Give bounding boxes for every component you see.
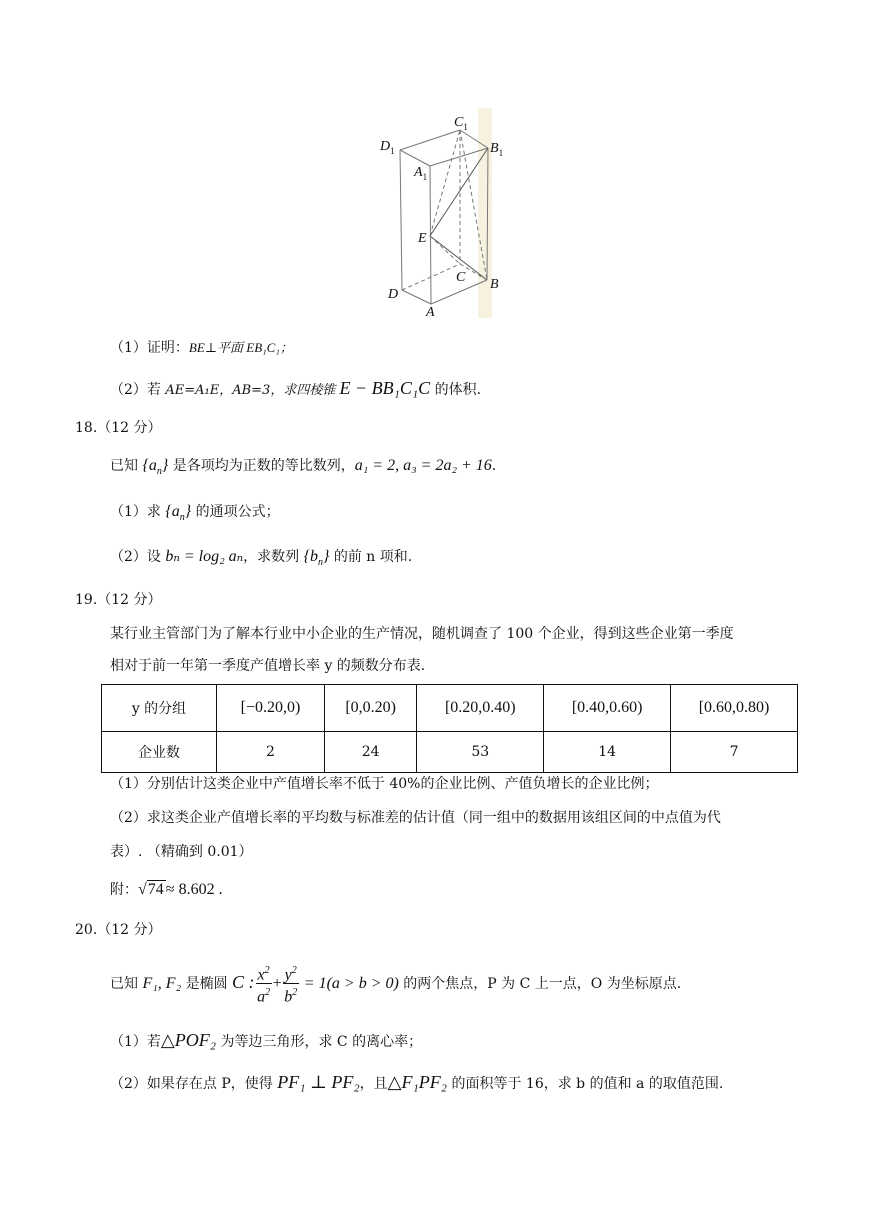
q19-stem-line1: 某行业主管部门为了解本行业中小企业的生产情况，随机调查了 100 个企业，得到这些企业第一季度: [110, 626, 734, 642]
q18-stem-end: .: [491, 458, 497, 474]
label-c: C: [456, 270, 466, 285]
q18-part1-suffix: 的通项公式；: [191, 504, 280, 520]
prism-diagram: [370, 108, 510, 324]
q17-part1: [110, 338, 293, 358]
q20-part2-perp: PF₁ ⊥ PF₂: [277, 1072, 360, 1092]
q19-stem-line2: 相对于前一年第一季度产值增长率 y 的频数分布表.: [110, 658, 426, 674]
table-row: [102, 732, 798, 773]
q20-stem-end: 的两个焦点，P 为 C 上一点，O 为坐标原点.: [398, 975, 682, 992]
frequency-table: [101, 684, 798, 773]
q19-score: （12 分）: [97, 592, 162, 608]
q18-part2: [110, 547, 412, 573]
q18-stem-mid: 是各项均为正数的等比数列，: [168, 458, 355, 474]
q19-note: [110, 880, 223, 900]
q19-part2-line1: （2）求这类企业产值增长率的平均数与标准差的估计值（同一组中的数据用该组区间的中点值为代: [110, 810, 721, 826]
q20-part1-suffix: 为等边三角形，求 C 的离心率；: [216, 1034, 423, 1050]
q18-part2-prefix: （2）设: [110, 549, 166, 565]
q18-stem-cond: a₁ = 2, a₃ = 2a₂ + 16: [354, 457, 492, 474]
q20-number: 20.: [75, 922, 98, 938]
fraction-x-over-a: $\frac{x^2}{a^2}$: [256, 962, 272, 1006]
q20-heading: [75, 920, 162, 940]
q20-stem: 已知 F₁, F₂ 是椭圆 C : $\frac{x^2}{a^2}$ + $\frac{y^2}{b^2}$ = 1(a > b > 0) 的两个焦点，P 为 C 上一点，O 为坐标原点.: [110, 962, 681, 1006]
q18-stem-prefix: 已知: [110, 458, 143, 474]
q18-part2-seq: $\{b_n\}$: [303, 548, 330, 569]
table-cell: 24: [324, 732, 416, 773]
q17-part2-prefix: （2）若: [110, 382, 166, 398]
q19-note-prefix: 附：: [110, 882, 138, 898]
label-d: D: [388, 287, 399, 302]
table-cell: 7: [671, 732, 798, 773]
q18-part1-prefix: （1）求: [110, 504, 166, 520]
label-b1: $B_1$: [490, 141, 504, 158]
q18-part2-suffix: 的前 n 项和.: [329, 549, 413, 565]
q17-part1-prefix: （1）证明：: [110, 340, 189, 356]
q20-stem-foci: F₁, F₂: [142, 974, 182, 992]
q18-part2-mid: ，求数列: [243, 549, 304, 565]
q19-heading: [75, 590, 162, 610]
table-cell: 53: [417, 732, 544, 773]
q17-part2-expr: E − BB₁C₁C: [339, 378, 431, 398]
edge-d1d: [400, 150, 402, 290]
table-header-cell: y 的分组: [102, 685, 217, 732]
q20-score: （12 分）: [97, 922, 162, 938]
q20-part1-prefix: （1）若: [110, 1034, 161, 1050]
q18-stem: [110, 456, 496, 482]
q17-part1-math: BE⊥平面 EB₁C₁；: [188, 340, 293, 355]
q18-seq-an: $\{a_n\}$: [142, 457, 169, 478]
q17-part2: [110, 378, 481, 401]
table-header-cell: [0,0.20): [324, 685, 416, 732]
label-b: B: [490, 277, 499, 292]
label-a1: $A_1$: [414, 165, 428, 182]
q19-note-value: ≈ 8.602 .: [165, 881, 223, 898]
table-header-row: [102, 685, 798, 732]
q20-stem-mid: 是椭圆: [181, 975, 233, 992]
q20-part2-mid: ，且: [359, 1076, 388, 1092]
table-cell: 14: [544, 732, 671, 773]
q18-heading: [75, 418, 162, 438]
q19-number: 19.: [75, 592, 98, 608]
q20-part1-triangle: △POF₂: [160, 1030, 217, 1050]
label-a: A: [426, 305, 435, 320]
table-header-cell: [0.20,0.40): [417, 685, 544, 732]
q18-part2-expr: bₙ = log₂ aₙ: [165, 548, 244, 565]
label-c1: $C_1$: [454, 115, 468, 132]
q19-part1: （1）分别估计这类企业中产值增长率不低于 40%的企业比例、产值负增长的企业比例；: [110, 776, 659, 792]
q20-part2-triangle: △F₁PF₂: [387, 1072, 448, 1092]
q20-stem-cond: = 1(a > b > 0): [299, 974, 399, 992]
q20-part2-suffix: 的面积等于 16，求 b 的值和 a 的取值范围.: [447, 1076, 724, 1092]
edge-da: [402, 290, 431, 304]
q18-part1: [110, 502, 280, 528]
q20-part2: [110, 1072, 723, 1094]
table-header-cell: [0.60,0.80): [671, 685, 798, 732]
q17-part2-cond: AE=A₁E，AB=3，求四棱锥: [165, 383, 340, 398]
table-header-cell: [0.40,0.60): [544, 685, 671, 732]
edge-d1a1: [400, 150, 430, 166]
q20-part2-prefix: （2）如果存在点 P，使得: [110, 1076, 278, 1092]
table-row-label: 企业数: [102, 732, 217, 773]
segment-ec1: [430, 130, 460, 236]
sqrt-radicand: 74: [147, 881, 164, 898]
q17-part2-suffix: 的体积.: [430, 382, 482, 398]
edge-d1c1: [400, 130, 460, 150]
q20-stem-prefix: 已知: [110, 975, 143, 992]
segment-ec: [430, 236, 460, 264]
label-d1: $D_1$: [380, 139, 395, 156]
label-e: E: [418, 231, 427, 246]
fraction-y-over-b: $\frac{y^2}{b^2}$: [283, 962, 299, 1006]
q19-part2-line2: 表）. （精确到 0.01）: [110, 844, 253, 860]
q20-part1: [110, 1030, 422, 1052]
table-header-cell: [−0.20,0): [217, 685, 325, 732]
q20-stem-c: C :: [232, 971, 255, 992]
q18-part1-seq: $\{a_n\}$: [165, 503, 192, 524]
q18-score: （12 分）: [97, 420, 162, 436]
table-cell: 2: [217, 732, 325, 773]
sqrt-symbol: √: [138, 881, 147, 898]
q18-number: 18.: [75, 420, 98, 436]
